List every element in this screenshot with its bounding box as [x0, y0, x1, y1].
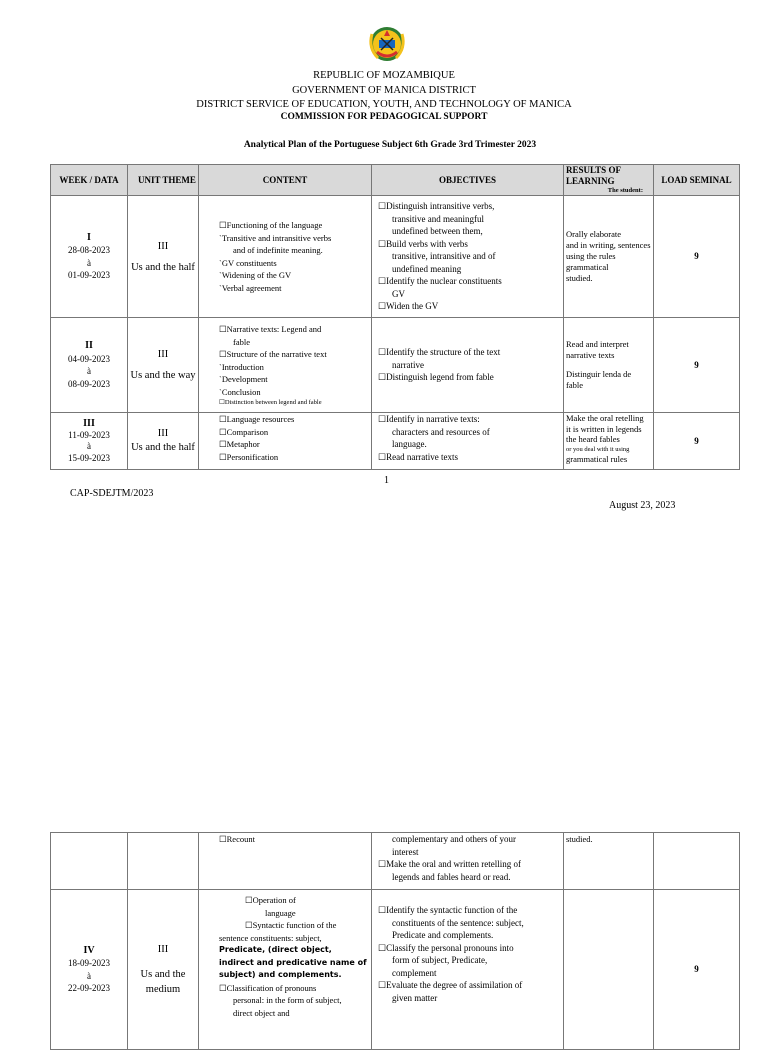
results-cell — [564, 833, 654, 890]
col-results-sub: The student: — [607, 187, 643, 194]
result-item: Make the oral retelling — [566, 413, 644, 423]
objective-item: narrative — [392, 359, 424, 370]
col-results — [564, 165, 654, 196]
results-cell — [564, 318, 654, 413]
content-cell — [199, 833, 372, 890]
table-header-row — [51, 165, 740, 196]
table-row — [51, 833, 740, 890]
content-cell — [199, 413, 372, 470]
objectives-cell — [372, 196, 564, 318]
unit-number: III — [157, 240, 169, 252]
load-cell: 9 — [654, 890, 740, 1050]
objective-item: undefined between them, — [392, 226, 483, 237]
objective-item: ☐ Identify the structure of the text — [378, 346, 561, 359]
content-item: ˋ GV constituents — [219, 257, 369, 270]
objective-item: legends and fables heard or read. — [392, 871, 511, 882]
content-item: ☐ Recount — [219, 833, 369, 846]
document-code: CAP-SDEJTM/2023 — [70, 488, 154, 499]
objectives-cell — [372, 890, 564, 1050]
content-item: ˋ Verbal agreement — [219, 282, 369, 295]
col-week: WEEK / DATA — [51, 165, 128, 196]
unit-number: III — [157, 428, 169, 439]
content-item: ˋ Development — [219, 373, 369, 386]
col-load: LOAD SEMINAL — [654, 165, 740, 196]
week-cell — [51, 196, 128, 318]
objective-item: constituents of the sentence: subject, — [392, 917, 524, 928]
table-row — [51, 196, 740, 318]
end-date: 01-09-2023 — [68, 270, 110, 280]
content-item: ☐ Personification — [219, 451, 369, 464]
content-item: ˋ Conclusion — [219, 386, 369, 399]
content-item: ☐ Functioning of the language — [219, 219, 369, 232]
content-item: language — [265, 907, 296, 918]
header-district-service: DISTRICT SERVICE OF EDUCATION, YOUTH, AND TECHNOLOGY OF MANICA — [196, 99, 572, 110]
load-cell: 9 — [654, 196, 740, 318]
table-row — [51, 413, 740, 470]
content-item: personal: in the form of subject, — [233, 995, 342, 1005]
objective-item: Predicate and complements. — [392, 930, 494, 940]
week-cell — [51, 318, 128, 413]
end-date: 15-09-2023 — [68, 452, 110, 463]
content-item: indirect and predicative name of — [219, 957, 367, 967]
result-item: Distinguir lenda de — [566, 369, 632, 379]
objective-item: ☐ Distinguish legend from fable — [378, 371, 561, 384]
date-separator: à — [87, 970, 91, 981]
col-unit: UNIT THEME — [128, 165, 199, 196]
objective-item: ☐ Widen the GV — [378, 300, 561, 313]
week-cell — [51, 833, 128, 890]
week-number: III — [83, 418, 95, 429]
content-item: fable — [233, 336, 250, 347]
unit-cell — [128, 318, 199, 413]
objective-item: GV — [392, 288, 405, 299]
objective-item: ☐ Read narrative texts — [378, 451, 561, 464]
col-content: CONTENT — [199, 165, 372, 196]
unit-cell — [128, 890, 199, 1050]
objective-item: interest — [392, 846, 419, 857]
unit-number: III — [157, 944, 169, 955]
objective-item: transitive and meaningful — [392, 213, 484, 224]
unit-cell — [128, 413, 199, 470]
content-item: ˋ Introduction — [219, 361, 369, 374]
content-cell — [199, 318, 372, 413]
results-cell — [564, 196, 654, 318]
content-item: direct object and — [233, 1007, 290, 1018]
objective-item: ☐ Distinguish intransitive verbs, — [378, 200, 561, 213]
start-date: 04-09-2023 — [68, 353, 110, 364]
content-item: sentence constituents: subject, — [219, 932, 322, 943]
results-cell — [564, 890, 654, 1050]
content-item: and of indefinite meaning. — [233, 245, 323, 255]
result-item: grammatical rules — [566, 453, 628, 464]
plan-table-continued — [50, 832, 740, 1050]
unit-number: III — [157, 349, 169, 360]
result-item: and in writing, sentences — [566, 240, 651, 250]
week-cell — [51, 413, 128, 470]
content-item: ˋ Widening of the GV — [219, 269, 369, 282]
result-item: or you deal with it using — [566, 445, 630, 453]
content-item: ☐ Metaphor — [219, 438, 369, 451]
unit-theme: Us and the half — [131, 442, 195, 453]
result-item: grammatical — [566, 262, 609, 272]
content-cell — [199, 196, 372, 318]
objective-item: ☐ Build verbs with verbs — [378, 238, 561, 251]
result-item: narrative texts — [566, 350, 615, 360]
result-item: fable — [566, 380, 583, 390]
result-item: Read and interpret — [566, 339, 629, 349]
end-date: 08-09-2023 — [68, 378, 110, 389]
table-row — [51, 318, 740, 413]
content-item: ☐ Comparison — [219, 426, 369, 439]
result-item: studied. — [566, 834, 593, 844]
objective-item: undefined meaning — [392, 263, 462, 274]
objective-item: ☐ Evaluate the degree of assimilation of — [378, 979, 561, 992]
week-cell — [51, 890, 128, 1050]
date-separator: à — [87, 257, 91, 268]
result-item: Orally elaborate — [566, 229, 621, 239]
document-date: August 23, 2023 — [609, 500, 676, 511]
week-number: II — [85, 340, 93, 351]
objectives-cell — [372, 833, 564, 890]
content-cell — [199, 890, 372, 1050]
content-item: Predicate, (direct object, — [219, 945, 332, 954]
page-number: 1 — [384, 475, 389, 486]
objective-item: form of subject, Predicate, — [392, 955, 488, 965]
result-item: using the rules — [566, 251, 616, 261]
header-government: GOVERNMENT OF MANICA DISTRICT — [292, 85, 476, 96]
week-number: I — [87, 231, 91, 243]
unit-cell — [128, 196, 199, 318]
table-row — [51, 890, 740, 1050]
date-separator: à — [87, 366, 91, 376]
col-results-label: RESULTS OF LEARNING — [566, 165, 621, 186]
plan-title: Analytical Plan of the Portuguese Subject 6th Grade 3rd Trimester 2023 — [243, 140, 537, 150]
content-item: ˋ Transitive and intransitive verbs — [219, 232, 369, 245]
result-item: it is written in legends — [566, 423, 642, 434]
load-cell — [654, 833, 740, 890]
content-item: ☐ Structure of the narrative text — [219, 348, 369, 361]
objective-item: language. — [392, 439, 427, 449]
content-item: ☐ Classification of pronouns — [219, 982, 369, 995]
result-item: the heard fables — [566, 434, 620, 444]
load-cell: 9 — [654, 318, 740, 413]
objectives-cell — [372, 413, 564, 470]
objective-item: transitive, intransitive and of — [392, 251, 496, 262]
end-date: 22-09-2023 — [68, 983, 110, 993]
content-item: ☐ Narrative texts: Legend and — [219, 323, 369, 336]
plan-table — [50, 164, 740, 470]
results-cell — [564, 413, 654, 470]
start-date: 28-08-2023 — [68, 245, 110, 255]
objective-item: ☐ Classify the personal pronouns into — [378, 942, 561, 955]
objective-item: complementary and others of your — [392, 834, 516, 844]
content-item: ☐ Language resources — [219, 413, 369, 426]
start-date: 18-09-2023 — [68, 958, 110, 968]
objective-item: ☐ Identify the nuclear constituents — [378, 275, 561, 288]
week-number: IV — [83, 944, 95, 956]
col-objectives: OBJECTIVES — [372, 165, 564, 196]
content-item: subject) and complements. — [219, 970, 342, 979]
objective-item: ☐ Identify in narrative texts: — [378, 413, 561, 426]
unit-cell — [128, 833, 199, 890]
objective-item: ☐ Make the oral and written retelling of — [378, 858, 561, 871]
result-item: studied. — [566, 273, 593, 283]
header-commission: COMMISSION FOR PEDAGOGICAL SUPPORT — [280, 112, 488, 122]
objective-item: characters and resources of — [392, 426, 490, 437]
objective-item: complement — [392, 967, 437, 978]
start-date: 11-09-2023 — [68, 429, 110, 440]
objective-item: given matter — [392, 992, 438, 1003]
load-cell: 9 — [654, 413, 740, 470]
header-republic: REPUBLIC OF MOZAMBIQUE — [313, 70, 455, 81]
unit-theme: Us and the medium — [140, 969, 186, 995]
unit-theme: Us and the half — [131, 261, 195, 273]
unit-theme: Us and the way — [130, 370, 196, 381]
content-item: ☐ Distinction between legend and fable — [219, 398, 369, 407]
objectives-cell — [372, 318, 564, 413]
mozambique-emblem — [366, 22, 408, 64]
objective-item: ☐ Identify the syntactic function of the — [378, 904, 561, 917]
date-separator: à — [87, 441, 91, 451]
content-item: ☐ Operation of — [219, 894, 369, 907]
content-item: ☐ Syntactic function of the — [219, 919, 369, 932]
